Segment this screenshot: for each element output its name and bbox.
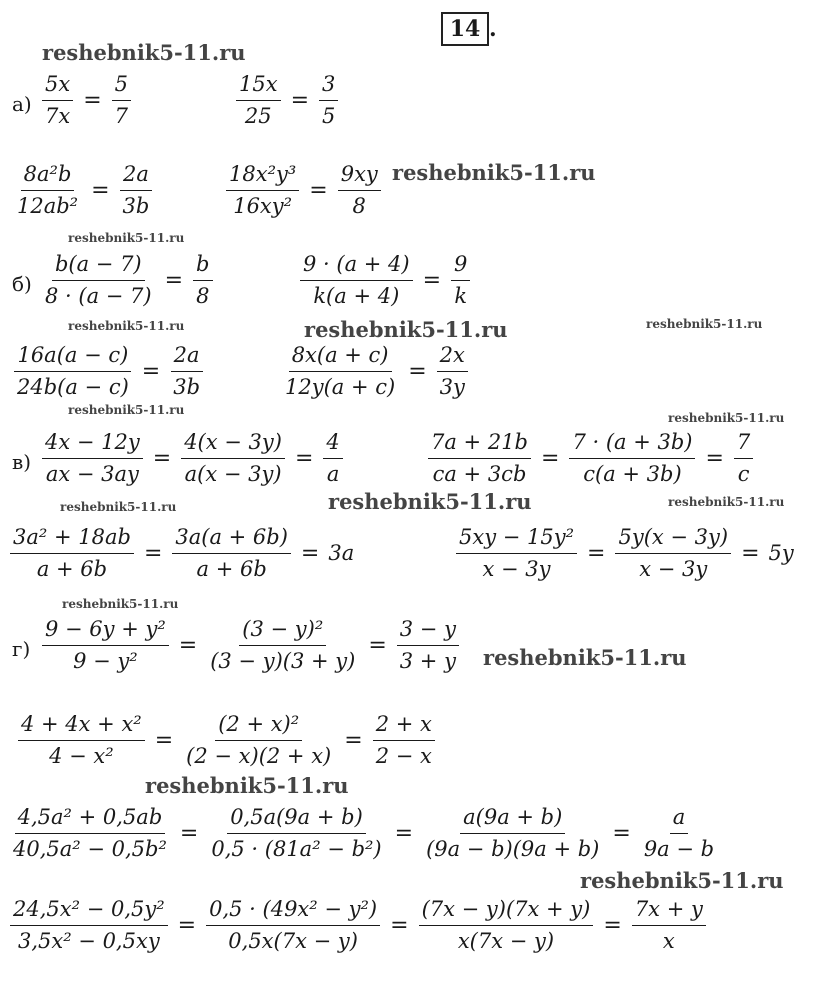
denominator: 5 <box>322 103 336 128</box>
numerator: 3a² + 18ab <box>10 524 134 554</box>
denominator: 3b <box>173 374 201 399</box>
denominator: x <box>662 928 675 953</box>
fraction <box>18 711 145 770</box>
numerator: 9 − 6y + y² <box>42 616 169 646</box>
denominator: 0,5x(7x − y) <box>228 928 358 953</box>
denominator: (3 − y)(3 + y) <box>210 648 356 673</box>
numerator: 9 <box>451 251 470 281</box>
denominator: a(x − 3y) <box>184 461 282 486</box>
equation <box>6 524 357 583</box>
fraction <box>615 524 731 583</box>
watermark: reshebnik5-11.ru <box>42 40 246 65</box>
equals-sign: = <box>612 820 631 846</box>
numerator: 7 <box>734 429 753 459</box>
fraction <box>120 161 153 220</box>
denominator: k <box>454 283 468 308</box>
denominator: 8 <box>352 193 366 218</box>
watermark: reshebnik5-11.ru <box>145 773 349 798</box>
watermark: reshebnik5-11.ru <box>646 317 763 331</box>
fraction <box>323 429 342 488</box>
fraction <box>42 71 73 130</box>
denominator: (2 − x)(2 + x) <box>186 743 332 768</box>
denominator: (9a − b)(9a + b) <box>426 836 600 861</box>
fraction <box>419 896 594 955</box>
equals-sign: = <box>603 912 622 938</box>
denominator: 8 · (a − 7) <box>45 283 152 308</box>
equals-sign: = <box>294 445 314 471</box>
numerator: 9 · (a + 4) <box>300 251 413 281</box>
numerator: 7 · (a + 3b) <box>569 429 695 459</box>
numerator: 2a <box>120 161 152 191</box>
equals-sign: = <box>394 820 414 846</box>
numerator: 3 − y <box>397 616 459 646</box>
equals-sign: = <box>152 445 172 471</box>
equation <box>38 71 135 130</box>
numerator: 4 <box>323 429 342 459</box>
denominator: 8 <box>196 283 210 308</box>
denominator: 12y(a + c) <box>285 374 396 399</box>
numerator: 5 <box>112 71 131 101</box>
numerator: 0,5a(9a + b) <box>227 804 366 834</box>
equation <box>6 804 721 863</box>
denominator: 7 <box>114 103 129 128</box>
numerator: 8a²b <box>21 161 75 191</box>
numerator: 5y(x − 3y) <box>615 524 731 554</box>
watermark: reshebnik5-11.ru <box>68 319 185 333</box>
equals-sign: = <box>154 727 174 753</box>
equation <box>232 71 342 130</box>
numerator: 4 + 4x + x² <box>18 711 145 741</box>
denominator: k(a + 4) <box>313 283 400 308</box>
fraction <box>373 711 435 770</box>
equals-sign: = <box>290 87 310 113</box>
fraction <box>319 71 338 130</box>
numerator: 3a(a + 6b) <box>172 524 291 554</box>
fraction <box>42 251 155 310</box>
denominator: 3y <box>439 374 465 399</box>
denominator: 40,5a² − 0,5b² <box>13 836 167 861</box>
equals-sign: = <box>164 267 184 293</box>
equals-sign: = <box>422 267 442 293</box>
fraction <box>206 896 380 955</box>
numerator: 7a + 21b <box>428 429 531 459</box>
problem-number-dot: . <box>489 16 497 42</box>
numerator: 7x + y <box>632 896 706 926</box>
section-label-v: в) <box>12 450 32 474</box>
numerator: (3 − y)² <box>239 616 326 646</box>
equals-sign: = <box>368 632 387 658</box>
numerator: 5xy − 15y² <box>456 524 577 554</box>
fraction <box>172 524 291 583</box>
numerator: 5x <box>42 71 73 101</box>
fraction <box>112 71 131 130</box>
fraction <box>397 616 459 675</box>
denominator: 9 − y² <box>73 648 138 673</box>
equals-sign: = <box>741 540 760 566</box>
watermark: reshebnik5-11.ru <box>483 645 687 670</box>
fraction <box>428 429 531 488</box>
equation <box>10 342 207 401</box>
numerator: 2 + x <box>373 711 435 741</box>
denominator: a <box>326 461 340 486</box>
denominator: 0,5 · (81a² − b²) <box>211 836 382 861</box>
equals-sign: = <box>390 912 409 938</box>
fraction <box>170 342 203 401</box>
equals-sign: = <box>408 358 427 384</box>
fraction <box>569 429 695 488</box>
numerator: 9xy <box>338 161 381 191</box>
numerator: 4,5a² + 0,5ab <box>15 804 166 834</box>
fraction <box>14 161 81 220</box>
equals-sign: = <box>179 820 199 846</box>
numerator: 4x − 12y <box>42 429 143 459</box>
fraction <box>10 804 170 863</box>
denominator: ca + 3cb <box>432 461 527 486</box>
fraction <box>226 161 299 220</box>
equals-sign: = <box>83 87 102 113</box>
watermark: reshebnik5-11.ru <box>60 500 177 514</box>
fraction <box>641 804 717 863</box>
denominator: 12ab² <box>17 193 79 218</box>
denominator: 24b(a − c) <box>17 374 129 399</box>
fraction <box>10 524 134 583</box>
numerator: 15x <box>236 71 281 101</box>
watermark: reshebnik5-11.ru <box>392 160 596 185</box>
section-label-a: а) <box>12 92 32 116</box>
equation <box>10 161 156 220</box>
watermark: reshebnik5-11.ru <box>580 868 784 893</box>
denominator: 4 − x² <box>49 743 114 768</box>
fraction <box>193 251 212 310</box>
denominator: a + 6b <box>36 556 108 581</box>
fraction <box>456 524 577 583</box>
denominator: 25 <box>244 103 272 128</box>
fraction <box>437 342 468 401</box>
watermark: reshebnik5-11.ru <box>68 403 185 417</box>
denominator: x − 3y <box>482 556 551 581</box>
denominator: 3,5x² − 0,5xy <box>17 928 160 953</box>
equals-sign: = <box>587 540 606 566</box>
section-label-b: б) <box>12 272 32 296</box>
numerator: 3 <box>319 71 338 101</box>
denominator: 3b <box>122 193 150 218</box>
watermark: reshebnik5-11.ru <box>668 411 785 425</box>
equals-sign: = <box>143 540 163 566</box>
fraction <box>282 342 398 401</box>
watermark: reshebnik5-11.ru <box>328 489 532 514</box>
watermark: reshebnik5-11.ru <box>68 231 185 245</box>
fraction <box>236 71 281 130</box>
equation <box>38 251 217 310</box>
denominator: 16xy² <box>233 193 293 218</box>
fraction <box>42 429 143 488</box>
equals-sign: = <box>344 727 363 753</box>
numerator: 4(x − 3y) <box>181 429 285 459</box>
problem-number: 14 <box>441 12 489 46</box>
numerator: 24,5x² − 0,5y² <box>10 896 168 926</box>
watermark: reshebnik5-11.ru <box>304 317 508 342</box>
numerator: a <box>670 804 689 834</box>
numerator: 16a(a − c) <box>14 342 131 372</box>
equals-sign: = <box>541 445 560 471</box>
fraction <box>207 616 358 675</box>
result-term: 5y <box>768 541 794 565</box>
fraction <box>423 804 602 863</box>
equals-sign: = <box>300 540 320 566</box>
equation <box>296 251 474 310</box>
section-label-g: г) <box>12 637 31 661</box>
denominator: x − 3y <box>639 556 708 581</box>
equation <box>6 896 710 955</box>
fraction <box>14 342 132 401</box>
numerator: 8x(a + c) <box>289 342 392 372</box>
equals-sign: = <box>309 177 328 203</box>
fraction <box>632 896 706 955</box>
numerator: a(9a + b) <box>460 804 565 834</box>
equals-sign: = <box>141 358 161 384</box>
numerator: 0,5 · (49x² − y²) <box>206 896 380 926</box>
fraction <box>10 896 168 955</box>
denominator: a + 6b <box>196 556 267 581</box>
denominator: 7x <box>45 103 71 128</box>
denominator: c(a + 3b) <box>583 461 682 486</box>
denominator: 3 + y <box>399 648 456 673</box>
result-term: 3a <box>328 541 355 565</box>
equals-sign: = <box>705 445 724 471</box>
equals-sign: = <box>177 912 197 938</box>
equation <box>38 616 463 675</box>
watermark: reshebnik5-11.ru <box>668 495 785 509</box>
numerator: 2x <box>437 342 468 372</box>
equation <box>14 711 439 770</box>
numerator: (7x − y)(7x + y) <box>419 896 594 926</box>
numerator: (2 + x)² <box>215 711 302 741</box>
denominator: 2 − x <box>375 743 432 768</box>
numerator: 18x²y³ <box>226 161 299 191</box>
fraction <box>734 429 753 488</box>
fraction <box>183 711 334 770</box>
equals-sign: = <box>91 177 110 203</box>
denominator: 9a − b <box>643 836 715 861</box>
watermark: reshebnik5-11.ru <box>62 597 179 611</box>
fraction <box>338 161 381 220</box>
equation <box>38 429 347 488</box>
equation <box>222 161 385 220</box>
numerator: 2a <box>171 342 203 372</box>
denominator: ax − 3ay <box>45 461 139 486</box>
fraction <box>208 804 384 863</box>
equals-sign: = <box>178 632 198 658</box>
equation <box>424 429 757 488</box>
numerator: b(a − 7) <box>52 251 145 281</box>
numerator: b <box>193 251 212 281</box>
fraction <box>42 616 169 675</box>
denominator: c <box>737 461 750 486</box>
equation <box>278 342 472 401</box>
denominator: x(7x − y) <box>457 928 555 953</box>
equation <box>452 524 797 583</box>
fraction <box>181 429 285 488</box>
fraction <box>451 251 470 310</box>
fraction <box>300 251 413 310</box>
